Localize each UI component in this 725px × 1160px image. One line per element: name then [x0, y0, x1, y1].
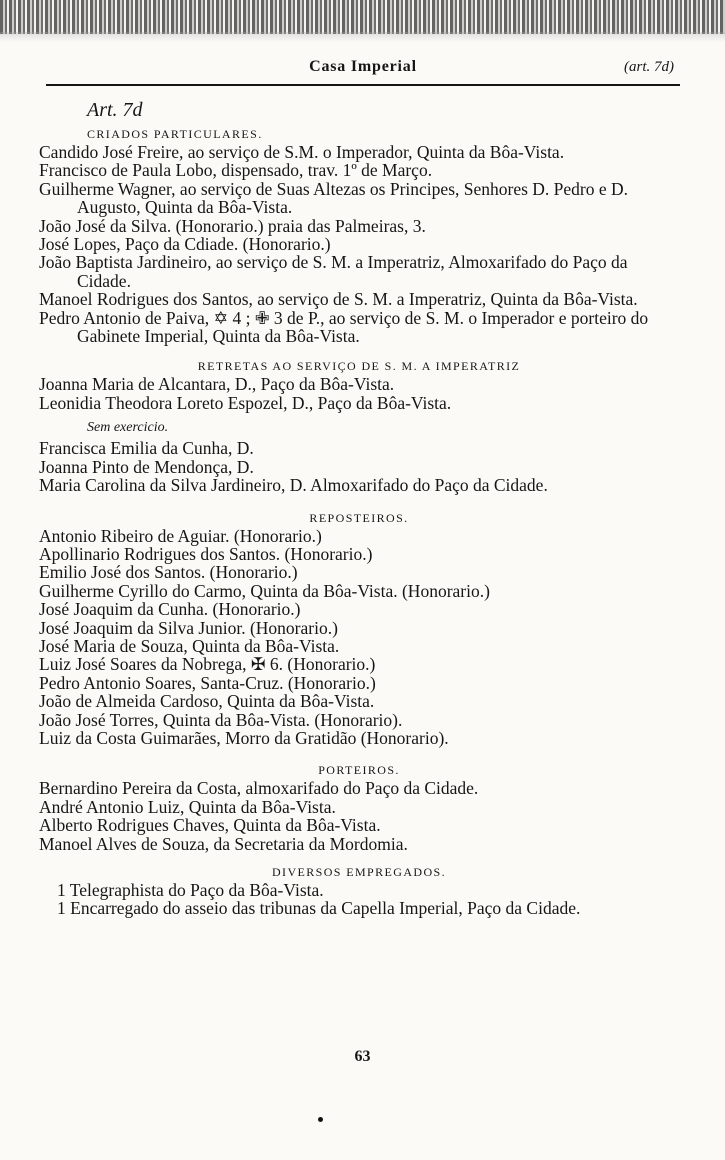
page-content [39, 98, 679, 918]
list-item: Luiz José Soares da Nobrega, ✠ 6. (Honorario.) [39, 654, 376, 675]
list-item: Alberto Rodrigues Chaves, Quinta da Bôa-Vista. [39, 815, 381, 836]
list-item: Apollinario Rodrigues dos Santos. (Honorario.) [39, 543, 373, 564]
section-title-diversos: DIVERSOS EMPREGADOS. [271, 865, 447, 879]
list-item: Manoel Rodrigues dos Santos, ao serviço de S. M. a Imperatriz, Quinta da Bôa-Vista. [39, 289, 638, 310]
running-header [46, 56, 680, 86]
list-item: Bernardino Pereira da Costa, almoxarifado do Paço da Cidade. [39, 778, 479, 799]
list-item: José Joaquim da Cunha. (Honorario.) [39, 599, 301, 620]
list-item: João Baptista Jardineiro, ao serviço de S. M. a Imperatriz, Almoxarifado do Paço da Cidade. [39, 252, 628, 291]
list-item: Maria Carolina da Silva Jardineiro, D. Almoxarifado do Paço da Cidade. [39, 475, 548, 496]
list-item: Guilherme Wagner, ao serviço de Suas Altezas os Principes, Senhores D. Pedro e D. Augusto, Quinta da Bôa-Vista. [39, 178, 629, 218]
list-item: João José da Silva. (Honorario.) praia das Palmeiras, 3. [39, 215, 426, 236]
list-item: Manoel Alves de Souza, da Secretaria da Mordomia. [39, 833, 408, 854]
subheading-sem-exercicio: Sem exercicio. [87, 420, 169, 436]
section-title-criados: CRIADOS PARTICULARES. [87, 127, 263, 141]
header-reference: (art. 7d) [624, 59, 674, 75]
list-item: André Antonio Luiz, Quinta da Bôa-Vista. [39, 796, 336, 817]
list-item: João de Almeida Cardoso, Quinta da Bôa-Vista. [39, 691, 375, 712]
list-item: Joanna Pinto de Mendonça, D. [39, 456, 254, 477]
list-item: Francisca Emilia da Cunha, D. [39, 438, 254, 459]
list-item: João José Torres, Quinta da Bôa-Vista. (Honorario). [39, 709, 403, 730]
list-item: Emilio José dos Santos. (Honorario.) [39, 562, 298, 583]
list-item: Luiz da Costa Guimarães, Morro da Gratidão (Honorario). [39, 727, 449, 748]
section-title-reposteiros: REPOSTEIROS. [309, 510, 409, 525]
section-title-retretas: RETRETAS AO SERVIÇO DE S. M. A IMPERATRIZ [197, 359, 521, 374]
list-item: 1 Telegraphista do Paço da Bôa-Vista. [57, 880, 324, 900]
list-item: Pedro Antonio Soares, Santa-Cruz. (Honorario.) [39, 672, 376, 693]
list-item: Candido José Freire, ao serviço de S.M. o Imperador, Quinta da Bôa-Vista. [39, 142, 565, 162]
page-number: 63 [354, 1048, 371, 1065]
list-item: Joanna Maria de Alcantara, D., Paço da Bôa-Vista. [39, 374, 395, 395]
ink-dot [318, 1117, 323, 1122]
list-item: Antonio Ribeiro de Aguiar. (Honorario.) [39, 525, 322, 546]
list-item: Guilherme Cyrillo do Carmo, Quinta da Bôa-Vista. (Honorario.) [39, 580, 490, 601]
list-item: José Lopes, Paço da Cdiade. (Honorario.) [39, 234, 331, 255]
list-item: José Joaquim da Silva Junior. (Honorario.) [39, 617, 338, 638]
section-title-porteiros: PORTEIROS. [318, 763, 400, 778]
list-item: 1 Encarregado do asseio das tribunas da Capella Imperial, Paço da Cidade. [57, 898, 581, 919]
article-title: Art. 7d [87, 99, 143, 121]
list-item: Pedro Antonio de Paiva, ✡ 4 ; ✙ 3 de P., ao serviço de S. M. o Imperador e porteiro do Gabinete Imperial, Quinta da Bôa-Vista. [39, 307, 649, 347]
list-item: Leonidia Theodora Loreto Espozel, D., Paço da Bôa-Vista. [39, 392, 452, 413]
list-item: Francisco de Paula Lobo, dispensado, trav. 1º de Março. [39, 160, 433, 181]
scan-edge-noise [0, 0, 725, 34]
header-title: Casa Imperial [309, 58, 417, 75]
list-item: José Maria de Souza, Quinta da Bôa-Vista. [39, 635, 340, 656]
